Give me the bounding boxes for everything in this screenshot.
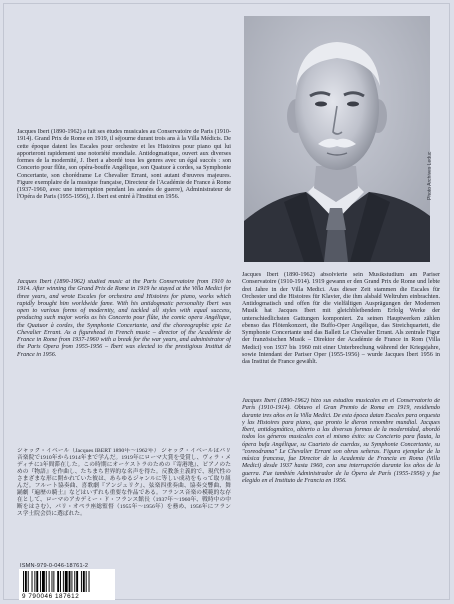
barcode-bar [86, 571, 87, 592]
barcode-bar [40, 571, 41, 592]
barcode-bar [69, 571, 71, 592]
photo-credit: Photo Archives Leduc [427, 151, 433, 200]
barcode-bar [28, 571, 29, 592]
barcode-bar [57, 571, 59, 592]
barcode-bar [32, 571, 33, 592]
barcode-bar [42, 571, 45, 592]
barcode-bars [19, 569, 115, 593]
german-biography: Jacques Ibert (1890-1962) absolvierte sein Musikstudium am Pariser Conservatoire (1910-1914). 1919 gewann er den Grand Prix de Rome und lebte drei Jahre in der Villa Medici. Aus dieser Zeit stammen die Escales für Orchester und die Histoires für Klavier, die ihm alsbald Weltruhm einbrachten. Antidogmatisch und offen für die vielfältigen Ausprägungen der Modernen Musik hat Jacques Ibert mit gleichbleibendem Erfolg Werke der unterschiedlichsten Gattungen komponiert. Zu seinen Hauptwerken zählen ebenso das Flötenkonzert, die Buffo-Oper Angélique, das Streichquartett, die Symphonie Concertante und das Ballett Le Chevalier Errant. Als zentrale Figur der französischen Musik – Direktor der Académie de France in Rom (Villa Medici) von 1937 bis 1960 mit einer Unterbrechung während der Kriegsjahre, sowie Intendant der Pariser Oper (1955-1956) – wurde Jacques Ibert 1956 in das Institut de France gewählt. [242, 272, 440, 365]
barcode-bar [53, 571, 54, 592]
french-biography: Jacques Ibert (1890-1962) a fait ses études musicales au Conservatoire de Paris (1910-1914). Grand Prix de Rome en 1919, il séjourne durant trois ans à la Villa Médicis. De cette époque datent les Escales pour orchestre et les Histoires pour piano qui lui apporteront rapidement une notoriété mondiale. Antidogmatique, ouvert aux diverses formes de la modernité, J. Ibert a abordé tous les genres avec un égal succès : son Concerto pour flûte, son opéra-bouffe Angélique, son Quatuor à cordes, sa Symphonie Concertante, son chorédrame Le Chevalier Errant, sont autant d'œuvres majeures. Figure exemplaire de la musique française, Directeur de l'Académie de France à Rome (1937-1960, avec une interruption pendant les années de guerre), Administrateur de l'Opéra de Paris (1955-1956), J. Ibert est entré à l'Institut en 1956. [17, 129, 231, 201]
barcode-bar [71, 571, 72, 592]
barcode-bar [76, 571, 78, 592]
barcode-bar [36, 571, 38, 592]
portrait-drawing [244, 16, 430, 262]
barcode-bar [49, 571, 50, 592]
english-biography: Jacques Ibert (1890-1962) studied music at the Paris Conservatoire from 1910 to 1914. After winning the Grand Prix de Rome in 1919 he stayed at the Villa Medici for three years, and wrote Escales for orchestra and Histoires for piano, works which rapidly brought him worldwide fame. With his antidogmatic personality Ibert was open to various forms of modernity, and tackled all styles with equal success, producing such major works as his Concerto pour flûte, the comic opera Angélique, the Quatuor à cordes, the Symphonie Concertante, and the choreographic epic Le Chevalier Errant. As a figurehead in French music – director of the Académie de France in Rome from 1937-1960 with a break for the war years, and administrator of the Paris Opera from 1955-1956 – Ibert was elected to the prestigious Institut de France in 1956. [17, 279, 231, 358]
barcode-bar [83, 571, 85, 592]
japanese-biography: ジャック・イベール（Jacques IBERT 1890年〜1962年） ジャック・イベールはパリ音楽院で1910年から1914年まで学んだ。1919年にローマ大賞を受賞し、ヴィラ・メディチに3年間滞在した。この時期にオーケストラのための『寄港地』、ピアノのための『物語』を作曲し、たちまち世界的な名声を得た。反教条主義的で、現代性のさまざまな形に開かれていた彼は、あらゆるジャンルに等しい成功をもって取り組んだ。フルート協奏曲、喜歌劇『アンジェリク』、弦楽四重奏曲、協奏交響曲、舞踊劇『遍歴の騎士』などはいずれも重要な作品である。フランス音楽の模範的な存在として、ローマのアカデミー・ド・フランス館長（1937年〜1960年、戦時中の中断をはさむ）、パリ・オペラ座総監督（1955年〜1956年）を務め、1956年にフランス学士院会員に選ばれた。 [17, 448, 231, 517]
barcode-bar [46, 571, 47, 592]
barcode-bar [65, 571, 68, 592]
spanish-biography: Jacques Ibert (1890-1962) hizo sus estudios musicales en el Conservatorio de París (1910-1914). Obtuvo el Gran Premio de Roma en 1919, residiendo durante tres años en la Villa Medici. De esta época datan Escales para orquesta y las Histoires para piano, que pronto le dieron renombre mundial. Jacques Ibert, antidogmático, abierto a las diversas formas de la modernidad, abordó todos los géneros musicales con el mismo éxito: su Concierto para flauta, la ópera bufa Angélique, su Cuarteto de cuerdas, su Symphonie Concertante, su "coreodrama" Le Chevalier Errant son obras señeras. Figura ejemplar de la música francesa, fue Director de la Academia de Francia en Roma (Villa Medici) desde 1937 hasta 1960, con una interrupción durante los años de la guerra. Fue también Administrador de la Ópera de París (1955-1956) y fue elegido en el Instituto de Francia en 1956. [242, 398, 440, 484]
barcode-bar [60, 571, 61, 592]
barcode-bar [34, 571, 35, 592]
barcode-bar [89, 571, 90, 592]
barcode-bar [25, 571, 27, 592]
barcode-bar [81, 571, 82, 592]
barcode-bar [74, 571, 75, 592]
ismn-number: ISMN-979-0-046-18761-2 [20, 563, 89, 569]
barcode-bar [52, 571, 53, 592]
barcode-number: 9 790046 187612 [22, 593, 80, 600]
barcode-bar [23, 571, 24, 592]
composer-portrait-photo [244, 16, 430, 262]
barcode-bar [63, 571, 64, 592]
